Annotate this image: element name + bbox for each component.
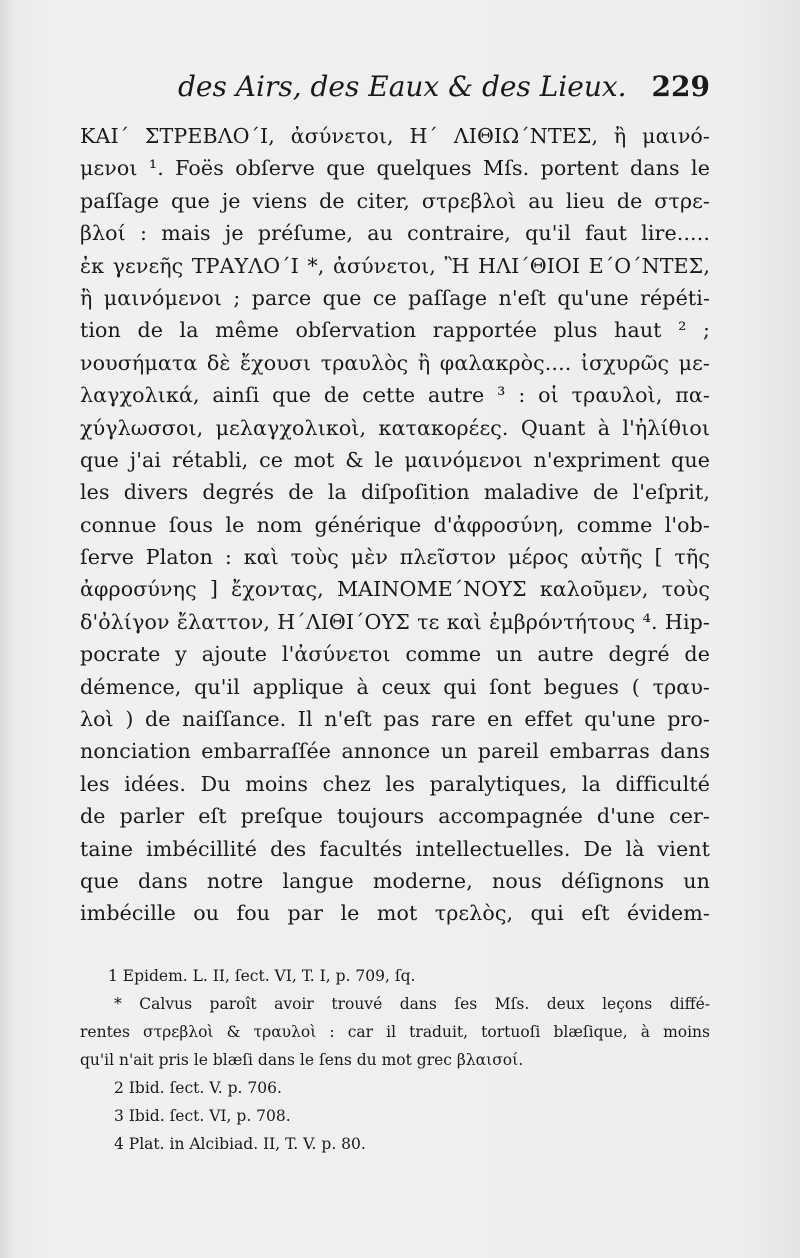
- footnote: * Calvus paroît avoir trouvé dans ſes Mſs. deux leçons diffé-: [114, 995, 710, 1013]
- text-line: λοὶ ) de naiſſance. Il n'eſt pas rare en effet qu'une pro-: [80, 707, 710, 732]
- footnote: 2 Ibid. ſect. V. p. 706.: [114, 1079, 282, 1097]
- text-line: χύγλωσσοι, μελαγχολικοὶ, κατακορέες. Quant à l'ἠλίθιοι: [80, 415, 710, 440]
- text-line: que dans notre langue moderne, nous déſignons un: [80, 868, 710, 893]
- footnote: 4 Plat. in Alcibiad. II, T. V. p. 80.: [114, 1135, 366, 1153]
- text-line: taine imbécillité des facultés intellectuelles. De là vient: [80, 836, 710, 861]
- text-line: tion de la même obſervation rapportée plus haut ² ;: [80, 318, 710, 343]
- text-line: λαγχολικά, ainſi que de cette autre ³ : οἱ τραυλοὶ, πα-: [80, 383, 710, 408]
- text-line: δ'ὀλίγον ἔλαττον, Η΄ΛΙΘΙ΄ΟΥΣ τε καὶ ἐμβρόντήτους ⁴. Hip-: [80, 609, 710, 634]
- running-title: des Airs, des Eaux & des Lieux.: [178, 70, 627, 103]
- text-line: ΚΑΙ΄ ΣΤΡΕΒΛΟ΄Ι, ἀσύνετοι, Η΄ ΛΙΘΙΩ΄ΝΤΕΣ, ἢ μαινό-: [80, 124, 710, 148]
- text-line: que j'ai rétabli, ce mot & le μαινόμενοι n'expriment que: [80, 447, 710, 472]
- footnote: qu'il n'ait pris le blæſi dans le ſens du mot grec βλαισοί.: [80, 1051, 524, 1069]
- text-line: ἐκ γενεῆς ΤΡΑΥΛΟ΄Ι *, ἀσύνετοι, Ἢ ΗΛΙ΄ΘΙΟΙ Ε΄Ο΄ΝΤΕΣ,: [80, 253, 710, 278]
- footnote: 1 Epidem. L. II, ſect. VI, T. I, p. 709, ſq.: [108, 967, 416, 985]
- page-number: 229: [651, 70, 710, 103]
- text-line: nonciation embarraſſée annonce un pareil embarras dans: [80, 739, 710, 764]
- text-line: pocrate y ajoute l'ἀσύνετοι comme un autre degré de: [80, 642, 710, 667]
- text-line: νουσήματα δὲ ἔχουσι τραυλὸς ἢ φαλακρὸς.... ἰσχυρῶς με-: [80, 350, 710, 375]
- footnote: rentes στρεβλοὶ & τραυλοὶ : car il traduit, tortuoſi blæſique, à moins: [80, 1023, 710, 1041]
- footnotes: [80, 962, 710, 1158]
- text-line: les idées. Du moins chez les paralytiques, la difficulté: [80, 771, 710, 796]
- text-line: βλοί : mais je préſume, au contraire, qu'il faut lire.....: [80, 221, 710, 246]
- text-line: démence, qu'il applique à ceux qui ſont begues ( τραυ-: [80, 674, 710, 699]
- text-line: imbécille ou fou par le mot τρελὸς, qui eſt évidem-: [80, 901, 710, 926]
- body-text: [80, 120, 710, 930]
- footnote: 3 Ibid. ſect. VI, p. 708.: [114, 1107, 291, 1125]
- text-line: paſſage que je viens de citer, στρεβλοὶ au lieu de στρε-: [80, 188, 710, 213]
- text-line: ἢ μαινόμενοι ; parce que ce paſſage n'eſt qu'une répéti-: [80, 285, 710, 310]
- text-line: les divers degrés de la diſpoſition maladive de l'eſprit,: [80, 480, 710, 505]
- text-line: ſerve Platon : καὶ τοὺς μὲν πλεῖστον μέρος αὐτῆς [ τῆς: [80, 545, 710, 570]
- page-header: [178, 70, 710, 110]
- text-line: de parler eſt preſque toujours accompagnée d'une cer-: [80, 804, 710, 829]
- text-line: connue ſous le nom générique d'ἀφροσύνη, comme l'ob-: [80, 512, 710, 537]
- text-line: μενοι ¹. Foës obſerve que quelques Mſs. portent dans le: [80, 156, 710, 181]
- text-line: ἀφροσύνης ] ἔχοντας, ΜΑΙΝΟΜΕ΄ΝΟΥΣ καλοῦμεν, τοὺς: [80, 577, 710, 602]
